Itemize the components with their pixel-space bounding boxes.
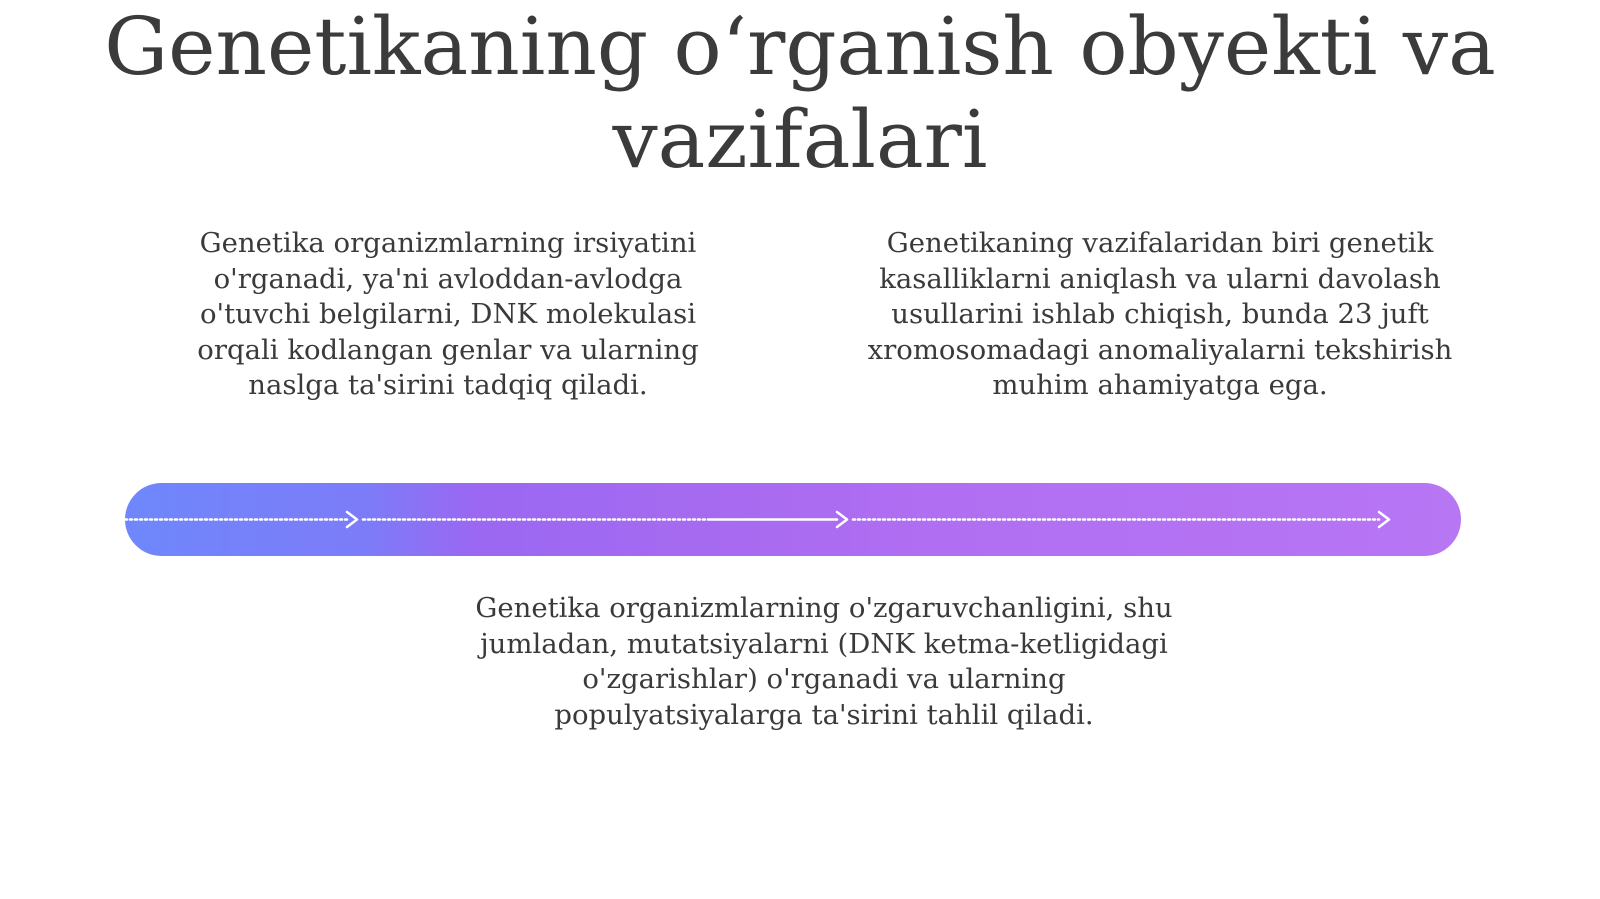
text-block-variability: Genetika organizmlarning o'zgaruvchanligini, shu jumladan, mutatsiyalarni (DNK ketma-ketligidagi o'zgarishlar) o'rganadi va ularning populyatsiyalarga ta'sirini tahlil qiladi.: [475, 592, 1173, 731]
text-block-heredity: Genetika organizmlarning irsiyatini o'rganadi, ya'ni avloddan-avlodga o'tuvchi belgilarni, DNK molekulasi orqali kodlangan genlar va ularning naslga ta'sirini tadqiq qiladi.: [197, 227, 699, 401]
text-block-genetic-diseases: Genetikaning vazifalaridan biri genetik kasalliklarni aniqlash va ularni davolash usullarini ishlab chiqish, bunda 23 juft xromosomadagi anomaliyalarni tekshirish muhim ahamiyatga ega.: [867, 227, 1453, 401]
timeline-arrows: [125, 483, 1461, 556]
arrowhead-1-icon: [347, 512, 357, 527]
arrowhead-3-icon: [1379, 512, 1389, 527]
arrowhead-2-icon: [837, 512, 847, 527]
timeline-bar: [125, 483, 1461, 556]
slide-title: Genetikaning o‘rganish obyekti va vazifalari: [104, 0, 1496, 186]
